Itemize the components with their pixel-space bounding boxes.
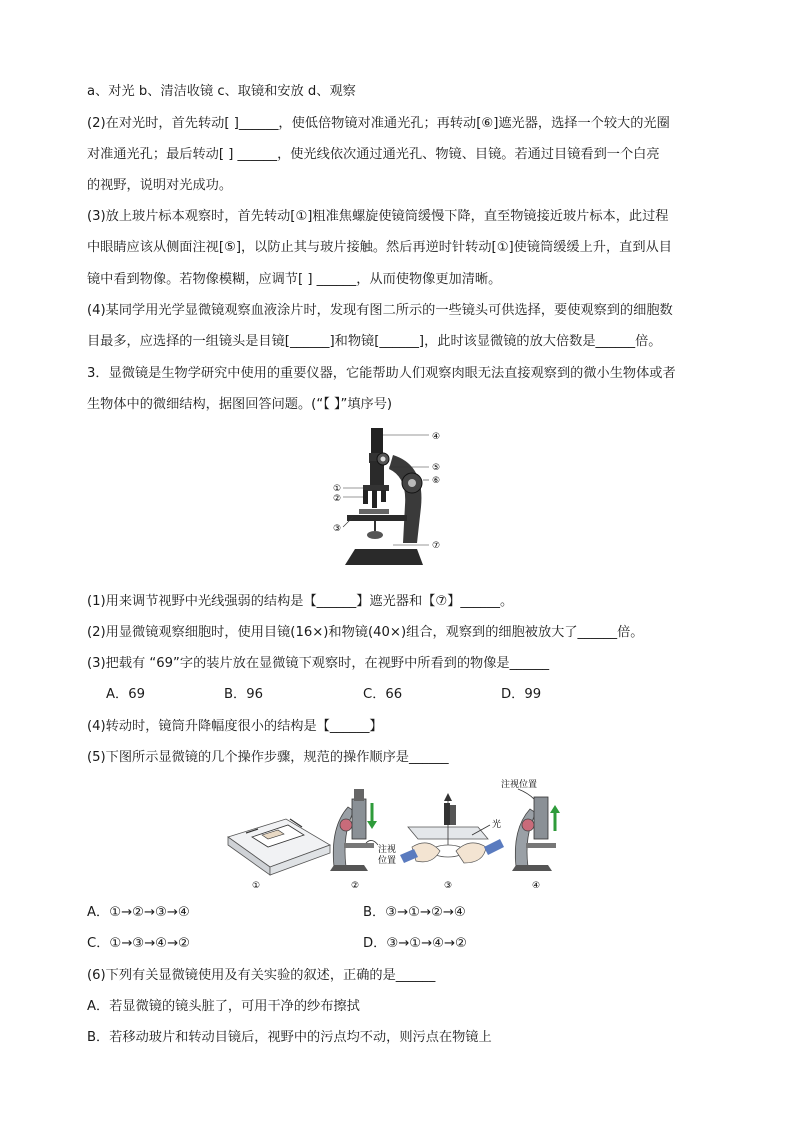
label-3: ③ (333, 524, 342, 534)
step-2-illustration (330, 789, 396, 891)
option-d: D．③→①→④→② (363, 936, 467, 951)
text-line: (1)用来调节视野中光线强弱的结构是【______】遮光器和【⑦】______。 (87, 594, 514, 609)
text-line: (2)用显微镜观察细胞时，使用目镜(16×)和物镜(40×)组合，观察到的细胞被放大了______倍。 (87, 625, 644, 640)
text-line: a、对光 b、清洁收镜 c、取镜和安放 d、观察 (87, 84, 356, 99)
step-1-illustration (228, 819, 330, 891)
text-line: 目最多，应选择的一组镜头是目镜[______]和物镜[______]，此时该显微镜的放大倍数是______倍。 (87, 334, 662, 349)
arm-shape (389, 455, 421, 543)
microscope-diagram (333, 425, 453, 570)
step-4-number: ④ (532, 881, 541, 891)
text-line: (5)下图所示显微镜的几个操作步骤，规范的操作顺序是______ (87, 750, 449, 765)
text-line: (6)下列有关显微镜使用及有关实验的叙述，正确的是______ (87, 968, 436, 983)
label-4: ④ (432, 432, 441, 442)
text-line: (3)放上玻片标本观察时，首先转动[①]粗准焦螺旋使镜筒缓慢下降，直至物镜接近玻片标本，此过程 (87, 209, 669, 224)
eyepiece-shape (371, 428, 383, 456)
light-label: 光 (492, 820, 502, 830)
step-3-number: ③ (444, 881, 453, 891)
label-2: ② (333, 494, 342, 504)
text-line: 对准通光孔；最后转动[ ] ______，使光线依次通过通光孔、物镜、目镜。若通过目镜看到一个白亮 (87, 147, 660, 162)
label-5: ⑤ (432, 463, 441, 473)
text-line: 的视野，说明对光成功。 (87, 178, 233, 193)
option-a: A．69 (106, 687, 145, 702)
step-1-number: ① (252, 881, 261, 891)
option-c: C．①→③→④→② (87, 936, 190, 951)
step-4-illustration (501, 778, 560, 891)
text-line: B．若移动玻片和转动目镜后，视野中的污点均不动，则污点在物镜上 (87, 1030, 492, 1045)
option-b: B．96 (224, 687, 264, 702)
label-1: ① (333, 484, 342, 494)
option-d: D．99 (501, 687, 542, 702)
label-7: ⑦ (432, 541, 441, 551)
step-2-number: ② (351, 881, 360, 891)
watch-label-2: 位置 (378, 856, 397, 866)
text-line: 中眼睛应该从侧面注视[⑤]，以防止其与玻片接触。然后再逆时针转动[①]使镜筒缓缓上升，直到从目 (87, 240, 672, 255)
option-b: B．③→①→②→④ (363, 905, 466, 920)
question-3-stem: 3．显微镜是生物学研究中使用的重要仪器，它能帮助人们观察肉眼无法直接观察到的微小生物体或者 (87, 366, 676, 381)
text-line: (3)把载有 “69”字的装片放在显微镜下观察时，在视野中所看到的物像是______ (87, 656, 550, 671)
watch-position-top: 注视位置 (501, 780, 538, 790)
step-3-illustration (400, 793, 504, 891)
text-line: (4)某同学用光学显微镜观察血液涂片时，发现有图二所示的一些镜头可供选择，要使观察到的细胞数 (87, 303, 673, 318)
stage-shape (347, 515, 407, 521)
text-line: 镜中看到物像。若物像模糊，应调节[ ] ______，从而使物像更加清晰。 (87, 272, 502, 287)
base-shape (345, 549, 423, 565)
label-6: ⑥ (432, 476, 441, 486)
text-line: (4)转动时，镜筒升降幅度很小的结构是【______】 (87, 719, 383, 734)
text-line: A．若显微镜的镜头脏了，可用干净的纱布擦拭 (87, 999, 360, 1014)
option-c: C．66 (363, 687, 403, 702)
text-line: 生物体中的微细结构，据图回答问题。(“【 】”填序号) (87, 397, 393, 412)
operation-steps-diagram (222, 775, 567, 893)
text-line: (2)在对光时，首先转动[ ]______，使低倍物镜对准通光孔；再转动[⑥]遮光器，选择一个较大的光圈 (87, 116, 670, 131)
option-a: A．①→②→③→④ (87, 905, 190, 920)
watch-label-1: 注视 (378, 845, 397, 855)
